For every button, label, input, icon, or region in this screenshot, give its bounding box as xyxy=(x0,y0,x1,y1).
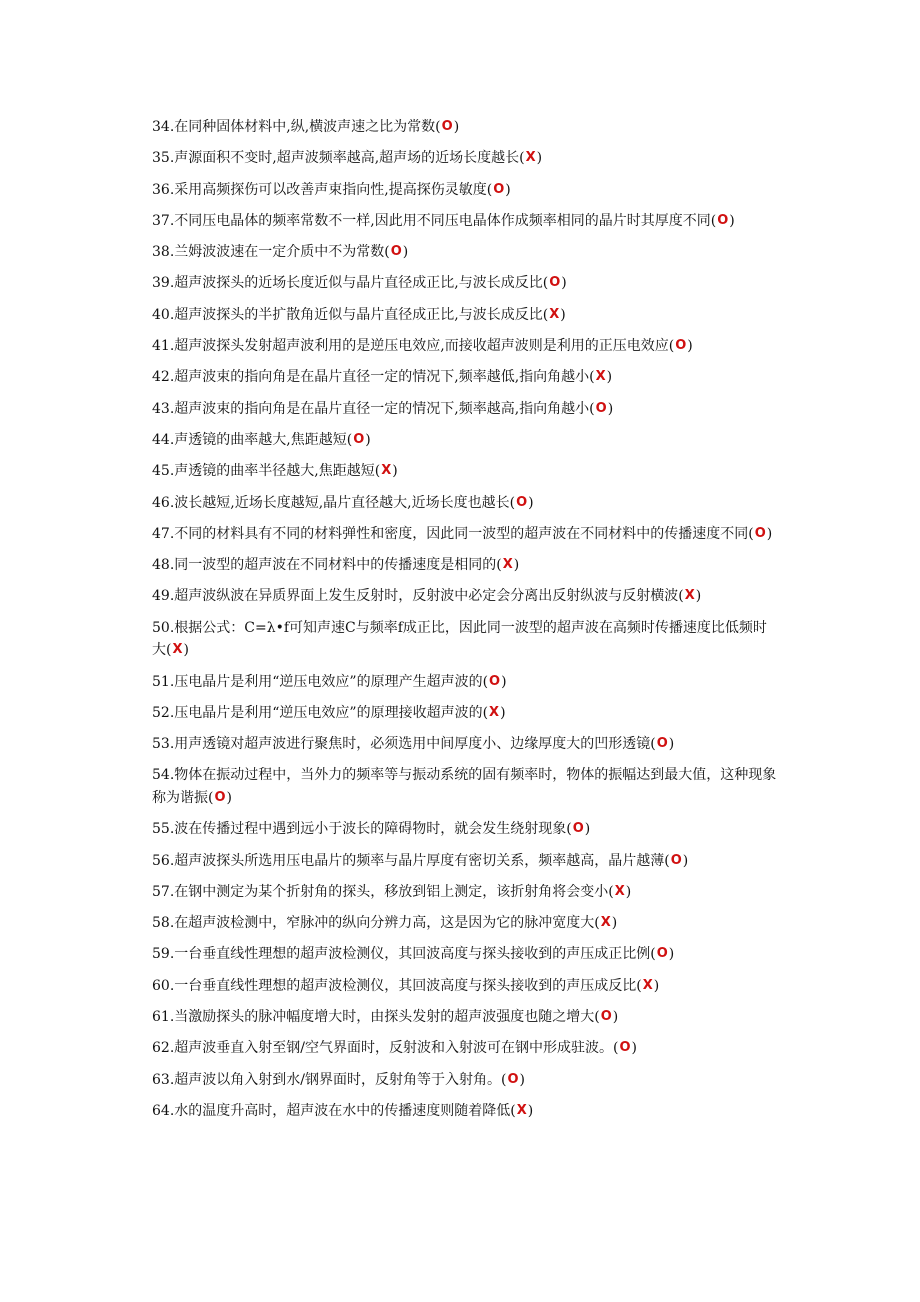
question-text: 61.当激励探头的脉冲幅度增大时，由探头发射的超声波强度也随之增大( xyxy=(152,1009,600,1026)
correct-mark-icon: O xyxy=(656,736,668,752)
question-text: 37.不同压电晶体的频率常数不一样,因此用不同压电晶体作成频率相同的晶片时其厚度不同( xyxy=(152,212,717,229)
close-paren: ) xyxy=(453,119,460,135)
question-item xyxy=(152,733,780,756)
correct-mark-icon: O xyxy=(619,1040,631,1056)
close-paren: ) xyxy=(631,1040,637,1057)
close-paren: ) xyxy=(519,1071,525,1088)
question-text: 55.波在传播过程中遇到远小于波长的障碍物时，就会发生绕射现象( xyxy=(152,821,572,838)
correct-mark-icon: O xyxy=(516,494,528,510)
wrong-mark-icon: X xyxy=(549,306,560,322)
question-text: 54.物体在振动过程中，当外力的频率等与振动系统的固有频率时，物体的振幅达到最大值，这种现象称为谐振( xyxy=(152,767,777,806)
question-text: 35.声源面积不变时,超声波频率越高,超声场的近场长度越长( xyxy=(152,150,525,167)
correct-mark-icon: O xyxy=(670,852,682,868)
question-list xyxy=(152,116,780,1131)
wrong-mark-icon: X xyxy=(381,463,392,479)
wrong-mark-icon: X xyxy=(614,883,625,899)
close-paren: ) xyxy=(668,736,675,753)
question-item xyxy=(152,210,780,233)
question-text: 58.在超声波检测中，窄脉冲的纵向分辨力高，这是因为它的脉冲宽度大( xyxy=(152,915,600,932)
question-item xyxy=(152,460,780,483)
correct-mark-icon: O xyxy=(441,119,453,134)
question-text: 39.超声波探头的近场长度近似与晶片直径成正比,与波长成反比( xyxy=(152,275,549,292)
question-item xyxy=(152,398,780,421)
close-paren: ) xyxy=(365,431,371,448)
question-text: 50.根据公式：C=λ•f可知声速C与频率f成正比，因此同一波型的超声波在高频时传播速度比低频时大( xyxy=(152,619,767,659)
close-paren: ) xyxy=(687,338,693,355)
wrong-mark-icon: X xyxy=(172,642,183,658)
question-text: 36.采用高频探伤可以改善声束指向性,提高探伤灵敏度( xyxy=(152,181,493,198)
close-paren: ) xyxy=(528,494,534,511)
close-paren: ) xyxy=(612,1009,619,1026)
question-item xyxy=(152,881,780,904)
wrong-mark-icon: X xyxy=(489,704,500,720)
correct-mark-icon: O xyxy=(595,400,607,416)
question-text: 63.超声波以角入射到水/钢界面时，反射角等于入射角。( xyxy=(152,1071,507,1088)
question-text: 62.超声波垂直入射至钢/空气界面时，反射波和入射波可在钢中形成驻波。( xyxy=(152,1040,619,1057)
close-paren: ) xyxy=(625,883,632,900)
question-item xyxy=(152,429,780,452)
close-paren: ) xyxy=(729,212,735,229)
wrong-mark-icon: X xyxy=(516,1102,527,1118)
close-paren: ) xyxy=(501,673,507,690)
correct-mark-icon: O xyxy=(572,821,584,837)
close-paren: ) xyxy=(682,852,689,869)
question-text: 53.用声透镜对超声波进行聚焦时，必须选用中间厚度小、边缘厚度大的凹形透镜( xyxy=(152,736,656,753)
question-item xyxy=(152,147,780,170)
close-paren: ) xyxy=(611,915,618,932)
close-paren: ) xyxy=(561,275,567,292)
correct-mark-icon: O xyxy=(549,275,561,291)
question-item xyxy=(152,943,780,966)
question-item xyxy=(152,617,780,662)
wrong-mark-icon: X xyxy=(642,977,653,993)
close-paren: ) xyxy=(584,821,591,838)
close-paren: ) xyxy=(560,306,566,323)
question-text: 41.超声波探头发射超声波利用的是逆压电效应,而接收超声波则是利用的正压电效应( xyxy=(152,338,675,355)
correct-mark-icon: O xyxy=(353,431,365,447)
question-item xyxy=(152,554,780,577)
correct-mark-icon: O xyxy=(390,244,402,260)
question-item xyxy=(152,179,780,202)
question-item xyxy=(152,1037,780,1060)
correct-mark-icon: O xyxy=(656,946,668,962)
close-paren: ) xyxy=(505,181,511,198)
question-item xyxy=(152,492,780,515)
wrong-mark-icon: X xyxy=(502,557,513,573)
question-text: 42.超声波束的指向角是在晶片直径一定的情况下,频率越低,指向角越小( xyxy=(152,369,595,386)
question-item xyxy=(152,523,780,546)
question-item xyxy=(152,818,780,841)
close-paren: ) xyxy=(653,977,660,994)
correct-mark-icon: O xyxy=(489,673,501,689)
close-paren: ) xyxy=(766,525,773,542)
correct-mark-icon: O xyxy=(214,789,226,805)
question-item xyxy=(152,335,780,358)
question-text: 56.超声波探头所选用压电晶片的频率与晶片厚度有密切关系，频率越高，晶片越薄( xyxy=(152,852,670,869)
close-paren: ) xyxy=(226,789,232,806)
question-item xyxy=(152,585,780,608)
question-item xyxy=(152,912,780,935)
question-text: 47.不同的材料具有不同的材料弹性和密度，因此同一波型的超声波在不同材料中的传播速度不同( xyxy=(152,525,754,542)
question-item xyxy=(152,1006,780,1029)
question-text: 59.一台垂直线性理想的超声波检测仪，其回波高度与探头接收到的声压成正比例( xyxy=(152,946,656,963)
question-item xyxy=(152,1100,780,1123)
correct-mark-icon: O xyxy=(600,1009,612,1025)
question-text: 64.水的温度升高时，超声波在水中的传播速度则随着降低( xyxy=(152,1102,516,1119)
question-text: 60.一台垂直线性理想的超声波检测仪，其回波高度与探头接收到的声压成反比( xyxy=(152,977,642,994)
question-item xyxy=(152,702,780,725)
wrong-mark-icon: X xyxy=(684,588,695,604)
close-paren: ) xyxy=(392,463,398,480)
correct-mark-icon: O xyxy=(675,338,687,354)
question-item xyxy=(152,304,780,327)
question-item xyxy=(152,116,780,139)
question-item xyxy=(152,764,780,809)
question-item xyxy=(152,241,780,264)
question-text: 40.超声波探头的半扩散角近似与晶片直径成正比,与波长成反比( xyxy=(152,306,549,323)
question-text: 38.兰姆波波速在一定介质中不为常数( xyxy=(152,244,390,261)
correct-mark-icon: O xyxy=(493,181,505,197)
question-text: 43.超声波束的指向角是在晶片直径一定的情况下,频率越高,指向角越小( xyxy=(152,400,595,417)
close-paren: ) xyxy=(668,946,675,963)
correct-mark-icon: O xyxy=(754,525,766,541)
wrong-mark-icon: X xyxy=(595,369,606,385)
wrong-mark-icon: X xyxy=(600,915,611,931)
close-paren: ) xyxy=(402,244,409,261)
question-text: 49.超声波纵波在异质界面上发生反射时，反射波中必定会分离出反射纵波与反射横波( xyxy=(152,588,684,605)
question-text: 46.波长越短,近场长度越短,晶片直径越大,近场长度也越长( xyxy=(152,494,516,511)
question-text: 44.声透镜的曲率越大,焦距越短( xyxy=(152,431,353,448)
close-paren: ) xyxy=(536,150,543,167)
correct-mark-icon: O xyxy=(507,1071,519,1087)
close-paren: ) xyxy=(527,1102,534,1119)
question-item xyxy=(152,671,780,694)
question-text: 57.在钢中测定为某个折射角的探头，移放到铝上测定，该折射角将会变小( xyxy=(152,883,614,900)
close-paren: ) xyxy=(183,642,189,659)
question-text: 51.压电晶片是利用“逆压电效应”的原理产生超声波的( xyxy=(152,673,489,690)
close-paren: ) xyxy=(607,400,614,417)
question-item xyxy=(152,272,780,295)
question-text: 34.在同种固体材料中,纵,横波声速之比为常数( xyxy=(152,119,441,135)
close-paren: ) xyxy=(500,704,506,721)
question-text: 45.声透镜的曲率半径越大,焦距越短( xyxy=(152,463,381,480)
question-item xyxy=(152,850,780,873)
close-paren: ) xyxy=(513,557,520,574)
close-paren: ) xyxy=(695,588,702,605)
close-paren: ) xyxy=(606,369,613,386)
wrong-mark-icon: X xyxy=(525,150,536,166)
correct-mark-icon: O xyxy=(717,212,729,228)
question-item xyxy=(152,1069,780,1092)
question-item xyxy=(152,366,780,389)
question-text: 52.压电晶片是利用“逆压电效应”的原理接收超声波的( xyxy=(152,704,489,721)
question-item xyxy=(152,975,780,998)
question-text: 48.同一波型的超声波在不同材料中的传播速度是相同的( xyxy=(152,557,502,574)
